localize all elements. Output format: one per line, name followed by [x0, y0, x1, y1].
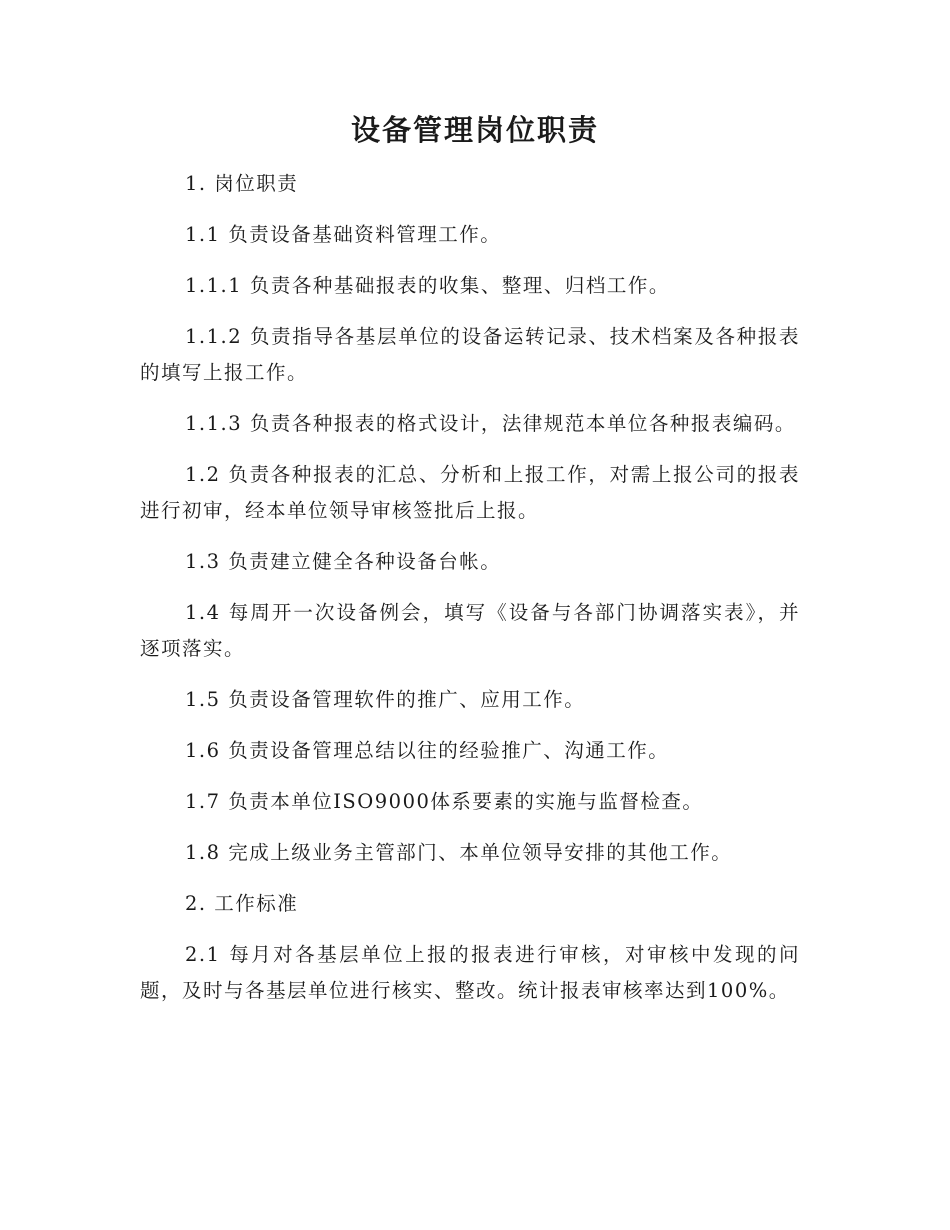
paragraph-section-1-heading: 1. 岗位职责 — [185, 172, 299, 195]
paragraph-section-2-heading: 2. 工作标准 — [185, 892, 299, 915]
paragraph-1-1-2: 1.1.2 负责指导各基层单位的设备运转记录、技术档案及各种报表的填写上报工作。 — [140, 325, 800, 384]
paragraph-1-1-3: 1.1.3 负责各种报表的格式设计，法律规范本单位各种报表编码。 — [185, 412, 796, 435]
paragraph-2-1: 2.1 每月对各基层单位上报的报表进行审核，对审核中发现的问题，及时与各基层单位进行核实、整改。统计报表审核率达到100%。 — [140, 943, 800, 1002]
paragraph-1-5: 1.5 负责设备管理软件的推广、应用工作。 — [185, 688, 586, 711]
paragraph-1-7: 1.7 负责本单位ISO9000体系要素的实施与监督检查。 — [185, 790, 704, 813]
paragraph-1-1-1: 1.1.1 负责各种基础报表的收集、整理、归档工作。 — [185, 274, 670, 297]
paragraph-1-3: 1.3 负责建立健全各种设备台帐。 — [185, 550, 502, 573]
document-body — [140, 166, 800, 1024]
paragraph-1-1: 1.1 负责设备基础资料管理工作。 — [185, 223, 502, 246]
paragraph-1-4: 1.4 每周开一次设备例会，填写《设备与各部门协调落实表》，并逐项落实。 — [140, 601, 800, 660]
paragraph-1-8: 1.8 完成上级业务主管部门、本单位领导安排的其他工作。 — [185, 841, 733, 864]
document-title: 设备管理岗位职责 — [350, 113, 599, 147]
paragraph-1-6: 1.6 负责设备管理总结以往的经验推广、沟通工作。 — [185, 739, 670, 762]
paragraph-1-2: 1.2 负责各种报表的汇总、分析和上报工作，对需上报公司的报表进行初审，经本单位领导审核签批后上报。 — [140, 463, 800, 522]
